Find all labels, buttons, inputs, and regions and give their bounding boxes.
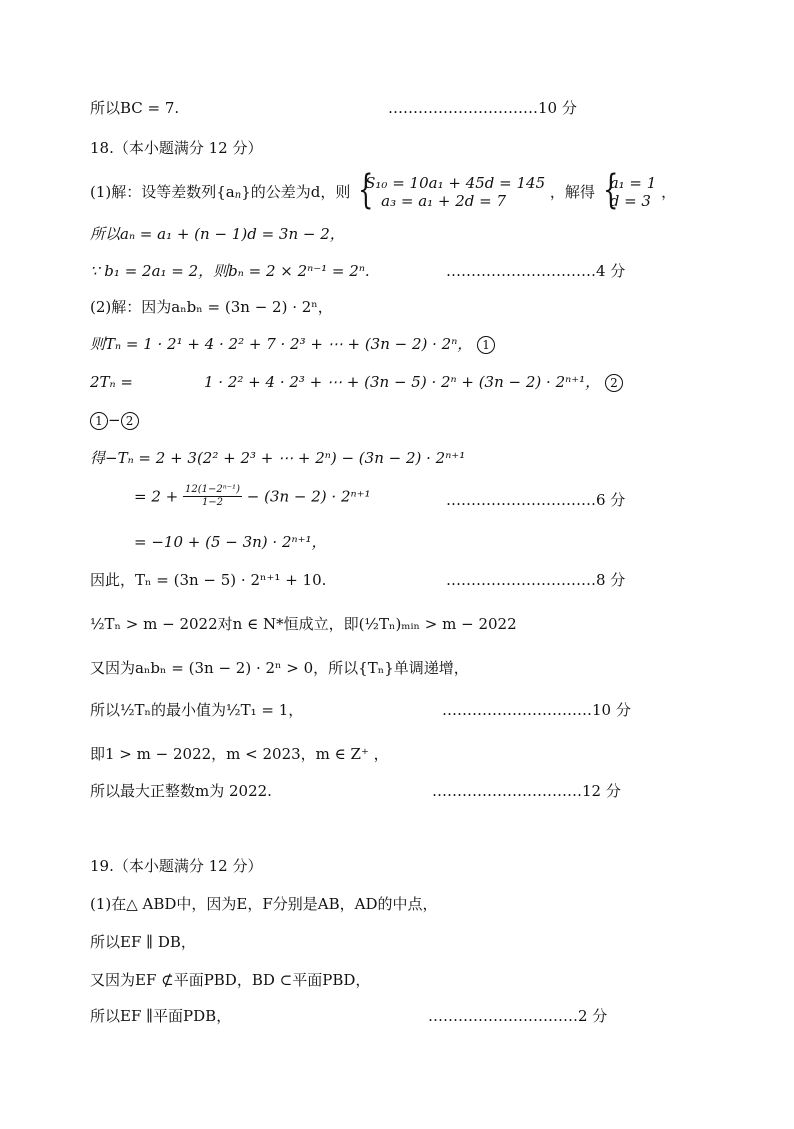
score-6: …………………………6 分 — [446, 491, 626, 509]
score-10-a: …………………………10 分 — [388, 99, 577, 117]
fraction-numerator: 12(1−2ⁿ⁻¹) — [185, 484, 240, 495]
line-19-4: 所以EF ∥平面PDB， — [90, 1007, 232, 1025]
solution-system — [600, 174, 657, 210]
line-minimum: 所以½Tₙ的最小值为½T₁ = 1， — [90, 701, 304, 719]
line-inequality: ½Tₙ > m − 2022对n ∈ N*恒成立，即(½Tₙ)ₘᵢₙ > m − 2022 — [90, 615, 517, 633]
line-part2: (2)解：因为aₙbₙ = (3n − 2) · 2ⁿ， — [90, 298, 333, 316]
part1-mid: }的公差为d，则 — [241, 183, 351, 201]
line-an: 所以aₙ = a₁ + (n − 1)d = 3n − 2， — [90, 225, 345, 243]
line-monotonic: 又因为aₙbₙ = (3n − 2) · 2ⁿ > 0，所以{Tₙ}单调递增， — [90, 659, 469, 677]
circle-2-a: 2 — [605, 374, 623, 392]
frac-tail: − (3n − 2) · 2ⁿ⁺¹ — [246, 487, 371, 506]
line-part1-setup: (1)解：设等差数列$\{a_n\}$的公差为d，则 { S₁₀ = 10a₁ + 45d = 145 a₃ = a₁ + 2d = 7 ，解得 { a₁ = 1 d = 3 ， — [90, 174, 676, 214]
part1-prefix: (1)解：设等差数列{a — [90, 183, 235, 201]
heading-19: 19.（本小题满分 12 分） — [90, 857, 263, 875]
line-19-2: 所以EF ∥ DB， — [90, 933, 196, 951]
solution-d: d = 3 — [609, 192, 651, 210]
system-equations — [355, 174, 545, 210]
fraction-denominator: 1−2 — [201, 497, 224, 508]
2tn-expr: 1 · 2² + 4 · 2³ + ⋯ + (3n − 5) · 2ⁿ + (3n − 2) · 2ⁿ⁺¹， — [204, 373, 601, 391]
score-12: …………………………12 分 — [432, 782, 621, 800]
fraction — [183, 484, 242, 509]
part1-end: ， — [661, 183, 677, 201]
line-simplified: = −10 + (5 − 3n) · 2ⁿ⁺¹， — [134, 533, 327, 551]
line-bn: ∵ b₁ = 2a₁ = 2，则bₙ = 2 × 2ⁿ⁻¹ = 2ⁿ. — [90, 262, 370, 280]
line-max-m: 所以最大正整数m为 2022. — [90, 782, 272, 800]
line-19-3: 又因为EF ⊄平面PBD，BD ⊂平面PBD， — [90, 971, 371, 989]
minus-sign: − — [108, 411, 121, 429]
line-bc: 所以BC = 7. — [90, 99, 180, 117]
circle-1-a: 1 — [477, 336, 495, 354]
circle-2-b: 2 — [121, 412, 139, 430]
line-subtract — [90, 410, 139, 430]
score-4: …………………………4 分 — [446, 262, 626, 280]
line-tn — [90, 334, 495, 354]
line-2tn-expr — [204, 372, 623, 392]
frac-lead: = 2 + — [134, 487, 179, 506]
score-8: …………………………8 分 — [446, 571, 626, 589]
system-eq-1: { S₁₀ = 10a₁ + 45d = 145 — [365, 174, 546, 192]
heading-18: 18.（本小题满分 12 分） — [90, 139, 263, 157]
line-19-1: (1)在△ ABD中，因为E，F分别是AB，AD的中点， — [90, 895, 438, 913]
line-fraction — [134, 484, 371, 514]
score-10-b: …………………………10 分 — [442, 701, 631, 719]
score-2: …………………………2 分 — [428, 1007, 608, 1025]
line-therefore: 因此，Tₙ = (3n − 5) · 2ⁿ⁺¹ + 10. — [90, 571, 327, 589]
tn-expr: 则Tₙ = 1 · 2¹ + 4 · 2² + 7 · 2³ + ⋯ + (3n − 2) · 2ⁿ， — [90, 335, 473, 353]
line-neg-tn: 得−Tₙ = 2 + 3(2² + 2³ + ⋯ + 2ⁿ) − (3n − 2) · 2ⁿ⁺¹ — [90, 449, 466, 467]
system-eq-2: a₃ = a₁ + 2d = 7 — [381, 192, 507, 210]
circle-1-b: 1 — [90, 412, 108, 430]
line-2tn-label: 2Tₙ = — [90, 373, 133, 391]
line-m-range: 即1 > m − 2022，m < 2023，m ∈ Z⁺ ， — [90, 745, 389, 763]
part1-solve: ，解得 — [549, 183, 595, 201]
solution-a1: { a₁ = 1 — [609, 174, 657, 192]
